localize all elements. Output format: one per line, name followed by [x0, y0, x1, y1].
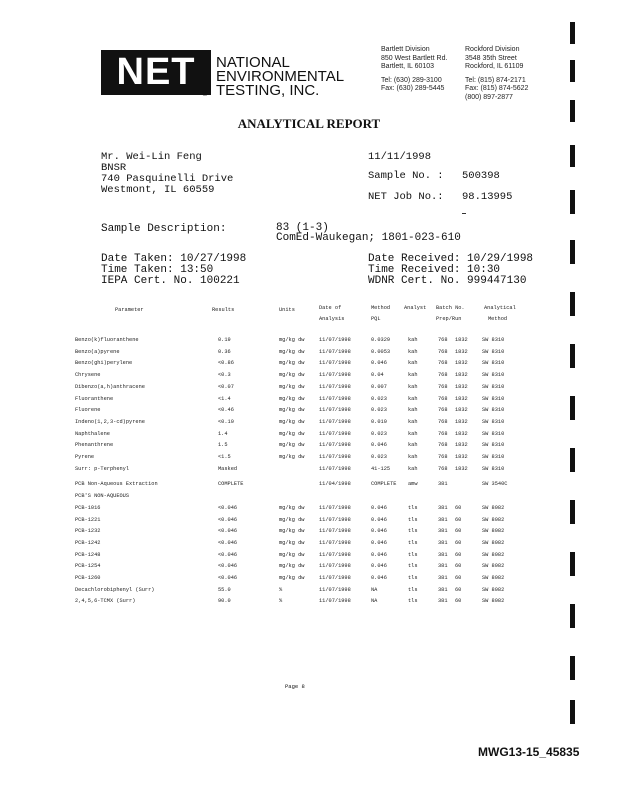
cell-result: <0.46	[218, 407, 234, 414]
cell-batch-run: 1832	[455, 442, 468, 449]
cell-analyst: tls	[408, 551, 418, 558]
cell-pql: 0.046	[371, 539, 387, 546]
bartlett-line: Tel: (630) 289-3100	[381, 76, 442, 84]
cell-units: mg/kg dw	[279, 551, 305, 558]
cell-batch-prep: 768	[438, 407, 448, 414]
cell-result: 0.19	[218, 337, 231, 343]
cell-batch-run: 1832	[455, 430, 468, 437]
col-header-batch: Batch No.	[436, 305, 465, 311]
cell-analyst: kah	[408, 348, 418, 355]
cell-units: %	[279, 598, 283, 605]
cell-pql: 0.0053	[371, 348, 391, 355]
bartlett-line: Bartlett, IL 60103	[381, 63, 435, 70]
cell-result: 1.4	[218, 430, 228, 437]
client-org: BNSR	[101, 162, 127, 174]
cell-batch-prep: 381	[438, 575, 448, 581]
cell-units: mg/kg dw	[279, 442, 305, 449]
cell-result: 55.0	[218, 586, 231, 593]
cell-units: mg/kg dw	[279, 575, 305, 581]
cell-analytical-method: SW 8082	[482, 539, 505, 546]
cell-pql: COMPLETE	[371, 481, 397, 488]
cell-batch-prep: 768	[438, 454, 448, 460]
cell-parameter: Decachlorobiphenyl (Surr)	[75, 586, 155, 593]
cell-batch-run: 60	[455, 575, 462, 581]
rockford-division-address	[465, 46, 528, 102]
cell-result: <0.3	[218, 372, 231, 379]
binder-mark	[570, 145, 575, 167]
cell-batch-prep: 768	[438, 372, 448, 379]
rockford-line: Rockford Division	[465, 46, 520, 53]
cell-batch-run: 1832	[455, 337, 468, 343]
cell-parameter: Fluoranthene	[75, 395, 114, 402]
cell-batch-prep: 768	[438, 442, 448, 449]
cell-batch-prep: 768	[438, 430, 448, 437]
cell-units: mg/kg dw	[279, 372, 305, 379]
cell-parameter: PCB-1016	[75, 504, 101, 511]
cell-units: mg/kg dw	[279, 395, 305, 402]
cell-date: 11/07/1998	[319, 337, 351, 343]
cell-date: 11/07/1998	[319, 372, 351, 379]
cell-date: 11/07/1998	[319, 430, 351, 437]
cell-analyst: kah	[408, 383, 418, 390]
job-no-label: NET Job No.:	[368, 191, 444, 203]
client-name: Mr. Wei-Lin Feng	[101, 151, 202, 163]
sample-description-label: Sample Description:	[101, 223, 227, 235]
page-number: Page 8	[285, 683, 305, 690]
cell-analytical-method: SW 8310	[482, 430, 505, 437]
cell-analytical-method: SW 8310	[482, 348, 505, 355]
cell-analyst: amw	[408, 481, 418, 488]
rockford-line: (800) 897-2877	[465, 93, 513, 101]
col-header-units: Units	[279, 307, 295, 313]
cell-pql: 41-125	[371, 465, 391, 472]
cell-analytical-method: SW 8310	[482, 337, 505, 343]
cell-batch-run: 60	[455, 528, 462, 535]
rockford-line: Rockford, IL 61109	[465, 63, 524, 70]
bartlett-division-address	[381, 46, 447, 94]
sample-description-line2: ComEd-Waukegan; 1801-023-610	[276, 232, 461, 244]
binder-mark	[570, 448, 575, 472]
cell-result: <0.046	[218, 575, 238, 581]
cell-parameter: PCB Non-Aqueous Extraction	[75, 481, 158, 488]
cell-analytical-method: SW 8310	[482, 360, 505, 367]
cell-date: 11/07/1998	[319, 383, 351, 390]
col-header-date-sub: Analysis	[319, 316, 345, 322]
cell-pql: 0.046	[371, 563, 387, 570]
cell-date: 11/07/1998	[319, 407, 351, 414]
cell-date: 11/07/1998	[319, 528, 351, 535]
cell-date: 11/07/1998	[319, 539, 351, 546]
cell-analytical-method: SW 3540C	[482, 481, 508, 488]
stray-mark	[462, 213, 466, 214]
cell-result: 1.5	[218, 442, 228, 449]
cell-batch-run: 60	[455, 586, 462, 593]
cell-pql: 0.046	[371, 575, 387, 581]
cell-result: <0.07	[218, 383, 234, 390]
col-header-results: Results	[212, 307, 235, 313]
cell-analytical-method: SW 8310	[482, 418, 505, 425]
cell-pql: 0.023	[371, 454, 387, 460]
cell-batch-prep: 381	[438, 528, 448, 535]
cell-pql: 0.0329	[371, 337, 391, 343]
cell-parameter: Benzo(k)fluoranthene	[75, 337, 139, 343]
cell-analytical-method: SW 8310	[482, 383, 505, 390]
cell-batch-run: 1832	[455, 395, 468, 402]
cell-analytical-method: SW 8310	[482, 465, 505, 472]
cell-batch-run: 60	[455, 539, 462, 546]
sample-no-label: Sample No. :	[368, 170, 444, 182]
cell-parameter: PCB-1232	[75, 528, 101, 535]
cell-units: mg/kg dw	[279, 539, 305, 546]
cell-batch-prep: 381	[438, 586, 448, 593]
cell-units: mg/kg dw	[279, 383, 305, 390]
cell-batch-run: 60	[455, 516, 462, 523]
binder-mark	[570, 240, 575, 264]
cell-units: mg/kg dw	[279, 528, 305, 535]
cell-batch-prep: 381	[438, 481, 448, 488]
cell-units: mg/kg dw	[279, 454, 305, 460]
cell-parameter: Benzo(ghi)perylene	[75, 360, 133, 367]
cell-pql: 0.023	[371, 430, 387, 437]
cell-units: mg/kg dw	[279, 418, 305, 425]
cell-result: <0.10	[218, 418, 234, 425]
cell-units: mg/kg dw	[279, 563, 305, 570]
cell-parameter: 2,4,5,6-TCMX (Surr)	[75, 598, 136, 605]
binder-mark	[570, 100, 575, 122]
cell-units: mg/kg dw	[279, 360, 305, 367]
cell-pql: 0.007	[371, 383, 387, 390]
report-title: ANALYTICAL REPORT	[237, 116, 381, 131]
cell-date: 11/07/1998	[319, 454, 351, 460]
cell-pql: 0.046	[371, 516, 387, 523]
cell-analytical-method: SW 8082	[482, 528, 505, 535]
date-received: Date Received: 10/29/1998	[368, 253, 534, 265]
cell-analyst: kah	[408, 442, 418, 449]
cell-date: 11/07/1998	[319, 418, 351, 425]
cell-analyst: kah	[408, 430, 418, 437]
binder-mark	[570, 552, 575, 576]
binder-mark	[570, 344, 575, 368]
cell-batch-prep: 381	[438, 539, 448, 546]
cell-date: 11/04/1998	[319, 481, 351, 488]
cell-batch-run: 1832	[455, 454, 468, 460]
rockford-line: Tel: (815) 874-2171	[465, 76, 526, 84]
cell-analytical-method: SW 8310	[482, 372, 505, 379]
cell-batch-run: 1832	[455, 348, 468, 355]
cell-result: <1.5	[218, 454, 231, 460]
cell-pql: 0.023	[371, 407, 387, 414]
cell-batch-prep: 381	[438, 563, 448, 570]
cell-analytical-method: SW 8082	[482, 598, 505, 605]
bartlett-line: 850 West Bartlett Rd.	[381, 54, 448, 62]
company-name-line3: TESTING, INC.	[216, 82, 320, 99]
net-logo: NET	[116, 51, 196, 93]
cell-analyst: tls	[408, 504, 418, 511]
cell-pql: NA	[371, 598, 378, 605]
cell-analyst: kah	[408, 395, 418, 402]
cell-analytical-method: SW 8310	[482, 407, 505, 414]
cell-date: 11/07/1998	[319, 348, 351, 355]
cell-parameter: Fluorene	[75, 407, 101, 414]
cell-batch-run: 1832	[455, 465, 468, 472]
cell-result: <0.046	[218, 528, 238, 535]
cell-analytical-method: SW 8310	[482, 442, 505, 449]
cell-analytical-method: SW 8082	[482, 504, 505, 511]
cell-parameter: Surr: p-Terphenyl	[75, 465, 130, 472]
cell-parameter: PCB-1242	[75, 539, 101, 546]
cell-pql: 0.023	[371, 395, 387, 402]
cell-batch-run: 1832	[455, 383, 468, 390]
cell-units: mg/kg dw	[279, 430, 305, 437]
client-street: 740 Pasquinelli Drive	[101, 173, 234, 185]
cell-parameter: Phenanthrene	[75, 442, 114, 449]
registered-mark: ®	[202, 89, 208, 98]
date-taken: Date Taken: 10/27/1998	[101, 253, 247, 265]
cell-date: 11/07/1998	[319, 551, 351, 558]
cell-parameter: PCB-1248	[75, 551, 101, 558]
cell-date: 11/07/1998	[319, 598, 351, 605]
time-taken: Time Taken: 13:50	[101, 264, 214, 276]
cell-parameter: PCB-1221	[75, 516, 101, 523]
cell-analyst: tls	[408, 586, 418, 593]
cell-batch-prep: 381	[438, 551, 448, 558]
cell-pql: 0.046	[371, 551, 387, 558]
cell-result: Masked	[218, 465, 238, 472]
cell-result: <0.046	[218, 504, 238, 511]
time-received: Time Received: 10:30	[368, 264, 501, 276]
company-name-line1: NATIONAL	[216, 54, 290, 71]
binder-mark	[570, 396, 575, 420]
cell-pql: 0.046	[371, 442, 387, 449]
cell-result: COMPLETE	[218, 481, 244, 488]
rockford-line: Fax: (815) 874-5622	[465, 85, 529, 92]
cell-analytical-method: SW 8082	[482, 516, 505, 523]
col-header-method: Method	[371, 305, 391, 311]
col-header-prep-run: Prep/Run	[436, 316, 462, 322]
binder-mark	[570, 656, 575, 680]
cell-date: 11/07/1998	[319, 516, 351, 523]
cell-batch-run: 60	[455, 563, 462, 570]
bartlett-line: Fax: (630) 289-5445	[381, 85, 445, 92]
cell-pql: 0.04	[371, 372, 384, 379]
cell-analyst: kah	[408, 418, 418, 425]
cell-date: 11/07/1998	[319, 563, 351, 570]
cell-date: 11/07/1998	[319, 575, 351, 581]
cell-result: <0.046	[218, 563, 238, 570]
col-header-parameter: Parameter	[115, 307, 144, 313]
cell-date: 11/07/1998	[319, 442, 351, 449]
cell-pql: 0.010	[371, 418, 387, 425]
cell-batch-prep: 768	[438, 337, 448, 343]
rockford-line: 3548 35th Street	[465, 54, 517, 62]
col-header-analytical: Analytical	[484, 305, 516, 311]
job-no-value: 98.13995	[462, 191, 513, 203]
cell-analyst: tls	[408, 528, 418, 535]
col-header-pql: PQL	[371, 316, 381, 322]
binder-mark	[570, 190, 575, 214]
cell-analyst: kah	[408, 337, 418, 343]
cell-result: <0.046	[218, 551, 238, 558]
cell-analytical-method: SW 8082	[482, 563, 505, 570]
cell-batch-run: 1832	[455, 372, 468, 379]
cell-analyst: tls	[408, 563, 418, 570]
cell-units: mg/kg dw	[279, 516, 305, 523]
cell-analyst: kah	[408, 372, 418, 379]
cell-batch-run: 1832	[455, 418, 468, 425]
cell-result: <1.4	[218, 395, 231, 402]
cell-analyst: kah	[408, 407, 418, 414]
cell-analytical-method: SW 8082	[482, 575, 505, 581]
cell-parameter: Dibenzo(a,h)anthracene	[75, 383, 145, 390]
cell-units: mg/kg dw	[279, 504, 305, 511]
col-header-analytical-method: Method	[488, 316, 508, 322]
cell-analytical-method: SW 8082	[482, 586, 505, 593]
cell-batch-prep: 768	[438, 348, 448, 355]
iepa-cert: IEPA Cert. No. 100221	[101, 275, 240, 287]
col-header-analyst: Analyst	[404, 305, 427, 311]
cell-analyst: tls	[408, 516, 418, 523]
cell-parameter: Naphthalene	[75, 430, 110, 437]
cell-units: mg/kg dw	[279, 348, 305, 355]
cell-batch-prep: 381	[438, 516, 448, 523]
cell-parameter: PCB-1254	[75, 563, 101, 570]
cell-batch-prep: 768	[438, 395, 448, 402]
cell-analyst: kah	[408, 360, 418, 367]
company-name-line2: ENVIRONMENTAL	[216, 68, 345, 85]
binder-mark	[570, 292, 575, 316]
cell-parameter: PCB'S NON-AQUEOUS	[75, 493, 130, 500]
bartlett-line: Bartlett Division	[381, 46, 430, 53]
cell-batch-prep: 768	[438, 383, 448, 390]
binder-mark	[570, 604, 575, 628]
cell-batch-run: 60	[455, 598, 462, 605]
cell-analyst: tls	[408, 598, 418, 605]
cell-result: <0.046	[218, 516, 238, 523]
cell-batch-prep: 381	[438, 598, 448, 605]
binder-mark	[570, 22, 575, 44]
cell-date: 11/07/1998	[319, 360, 351, 367]
cell-result: <0.046	[218, 539, 238, 546]
cell-batch-prep: 768	[438, 418, 448, 425]
cell-analytical-method: SW 8310	[482, 395, 505, 402]
cell-analyst: kah	[408, 465, 418, 472]
cell-analytical-method: SW 8082	[482, 551, 505, 558]
cell-batch-run: 1832	[455, 360, 468, 367]
binder-mark	[570, 500, 575, 524]
cell-analytical-method: SW 8310	[482, 454, 505, 460]
sample-no-value: 500398	[462, 170, 500, 182]
cell-parameter: Chrysene	[75, 372, 101, 379]
cell-parameter: PCB-1260	[75, 575, 101, 581]
cell-pql: 0.046	[371, 360, 387, 367]
wdnr-cert: WDNR Cert. No. 999447130	[368, 275, 527, 287]
binder-mark	[570, 60, 575, 82]
cell-units: %	[279, 586, 283, 593]
cell-analyst: kah	[408, 454, 418, 460]
cell-result: <0.86	[218, 360, 234, 367]
cell-date: 11/07/1998	[319, 395, 351, 402]
cell-pql: 0.046	[371, 528, 387, 535]
cell-date: 11/07/1998	[319, 504, 351, 511]
cell-parameter: Indeno(1,2,3-cd)pyrene	[75, 418, 145, 425]
client-city: Westmont, IL 60559	[101, 184, 215, 196]
cell-result: 90.0	[218, 598, 231, 605]
cell-parameter: Benzo(a)pyrene	[75, 348, 120, 355]
cell-analyst: tls	[408, 575, 418, 581]
cell-date: 11/07/1998	[319, 465, 351, 472]
binder-mark	[570, 700, 575, 724]
cell-units: mg/kg dw	[279, 407, 305, 414]
cell-batch-prep: 381	[438, 504, 448, 511]
cell-analyst: tls	[408, 539, 418, 546]
cell-result: 0.36	[218, 348, 231, 355]
report-date: 11/11/1998	[368, 151, 432, 163]
cell-batch-prep: 768	[438, 360, 448, 367]
cell-batch-run: 1832	[455, 407, 468, 414]
cell-units: mg/kg dw	[279, 337, 305, 343]
cell-batch-run: 60	[455, 551, 462, 558]
cell-pql: NA	[371, 586, 378, 593]
footer-document-code: MWG13-15_45835	[478, 745, 580, 759]
cell-batch-run: 60	[455, 504, 462, 511]
cell-pql: 0.046	[371, 504, 387, 511]
col-header-date: Date of	[319, 305, 342, 311]
cell-parameter: Pyrene	[75, 454, 95, 460]
cell-batch-prep: 768	[438, 465, 448, 472]
cell-date: 11/07/1998	[319, 586, 351, 593]
sample-description-line1: 83 (1-3)	[276, 222, 329, 234]
